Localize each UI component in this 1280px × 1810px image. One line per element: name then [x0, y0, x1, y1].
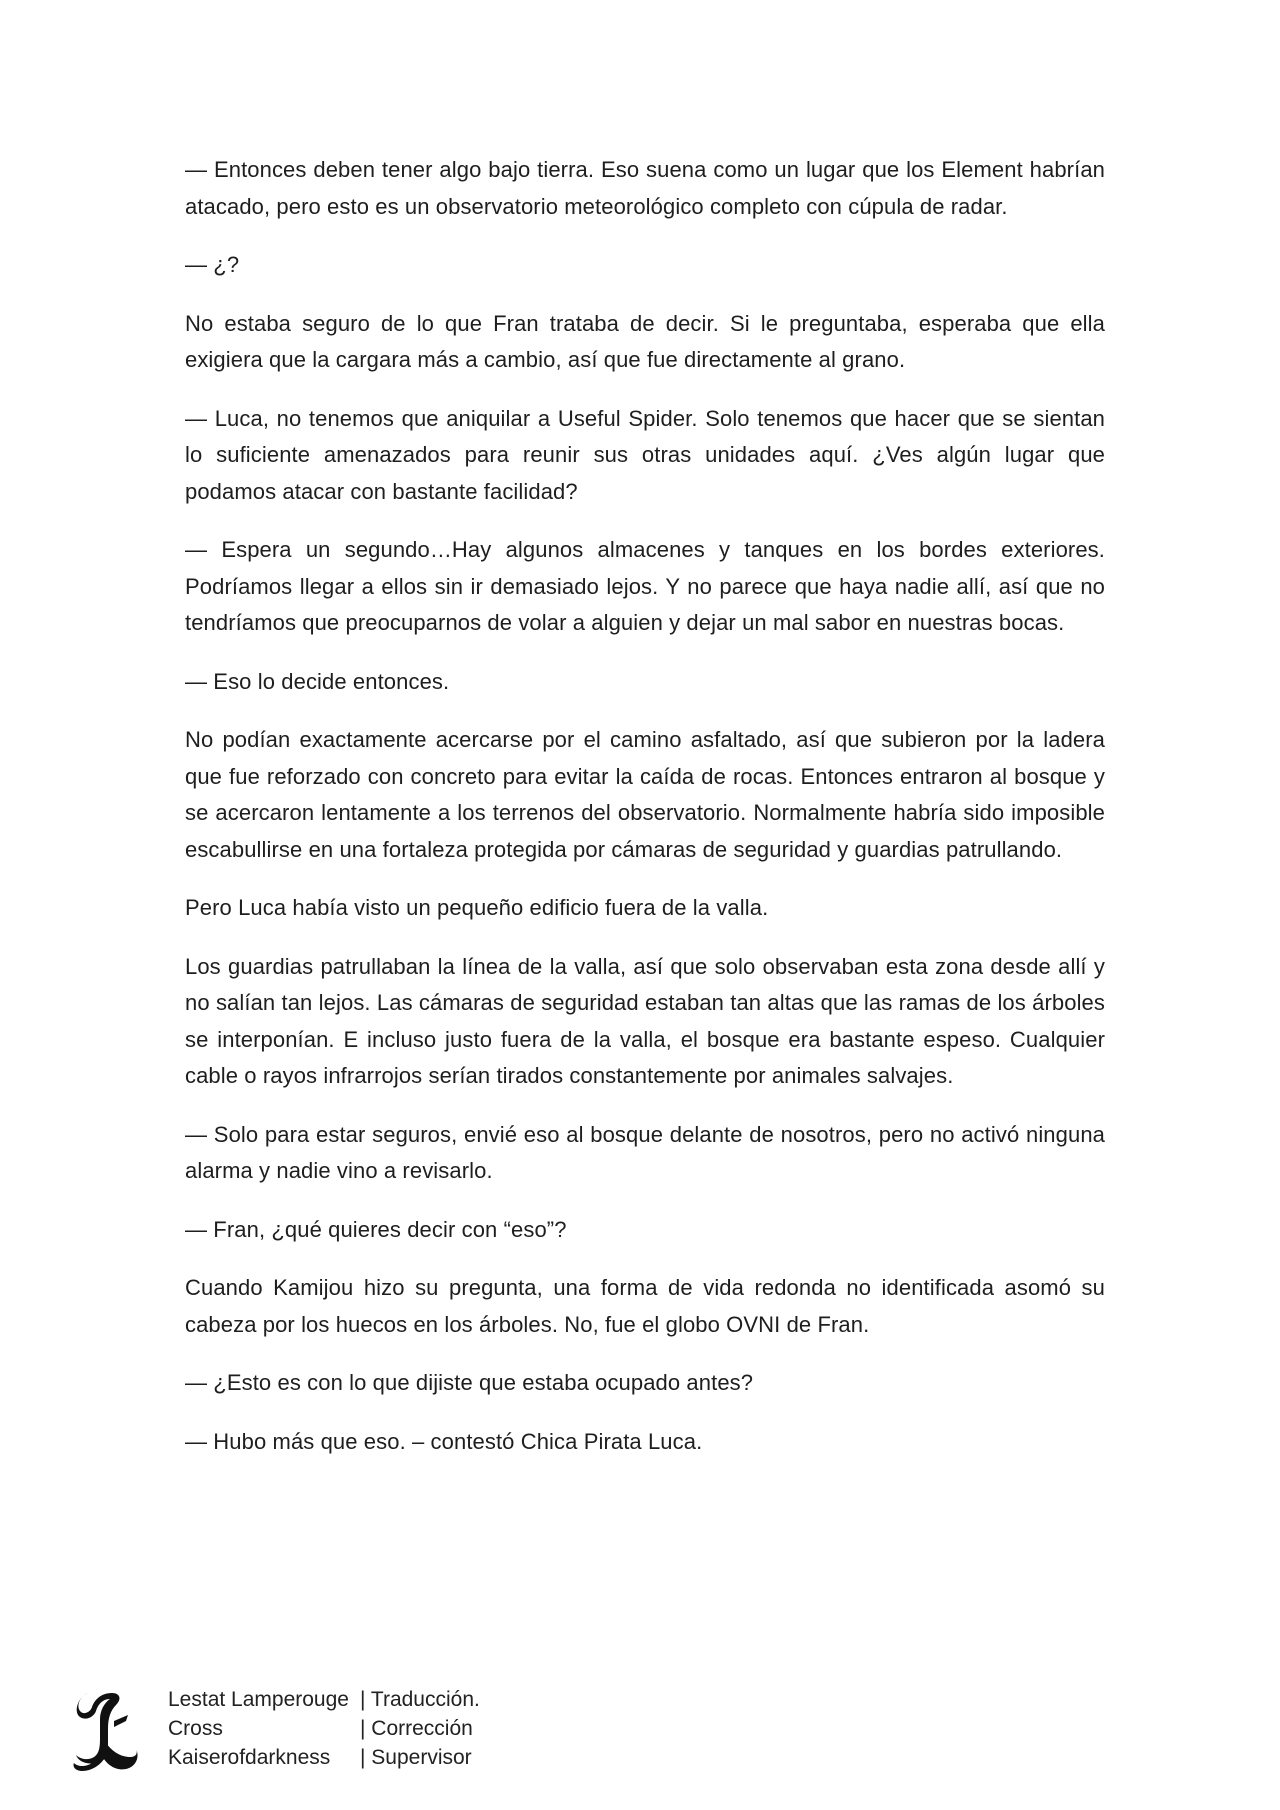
paragraph: — ¿Esto es con lo que dijiste que estaba ocupado antes? — [185, 1370, 754, 1395]
credit-name: Cross — [168, 1717, 223, 1740]
paragraph: — Solo para estar seguros, envié eso al bosque delante de nosotros, pero no activó ninguna alarma y nadie vino a revisarlo. — [185, 1121, 1105, 1183]
credit-name: Kaiserofdarkness — [168, 1746, 331, 1769]
paragraph: — Fran, ¿qué quieres decir con “eso”? — [185, 1216, 567, 1242]
credit-role: | Supervisor — [360, 1746, 472, 1769]
page-body — [185, 152, 1105, 1482]
gothic-letter-l-logo-icon — [70, 1685, 140, 1775]
credits-list — [168, 1685, 480, 1772]
credit-role: | Corrección — [360, 1717, 473, 1740]
paragraph: — Hubo más que eso. – contestó Chica Pirata Luca. — [185, 1428, 703, 1454]
credit-row — [168, 1714, 480, 1743]
paragraph: — Eso lo decide entonces. — [185, 668, 450, 694]
credit-row — [168, 1743, 480, 1772]
paragraph: — Entonces deben tener algo bajo tierra. Eso suena como un lugar que los Element habrían atacado, pero esto es un observatorio meteorológico completo con cúpula de radar. — [185, 157, 1105, 219]
credits-footer — [70, 1685, 670, 1785]
credit-role: | Traducción. — [360, 1688, 480, 1711]
paragraph: Cuando Kamijou hizo su pregunta, una forma de vida redonda no identificada asomó su cabeza por los huecos en los árboles. No, fue el globo OVNI de Fran. — [185, 1275, 1105, 1337]
paragraph: — Luca, no tenemos que aniquilar a Useful Spider. Solo tenemos que hacer que se sientan lo suficiente amenazados para reunir sus otras unidades aquí. ¿Ves algún lugar que podamos atacar con bastante facilidad? — [185, 405, 1105, 504]
paragraph: — Espera un segundo…Hay algunos almacenes y tanques en los bordes exteriores. Podríamos llegar a ellos sin ir demasiado lejos. Y no parece que haya nadie allí, así que no tendríamos que preocuparnos de volar a alguien y dejar un mal sabor en nuestras bocas. — [185, 537, 1105, 635]
credit-name: Lestat Lamperouge — [168, 1688, 349, 1711]
paragraph: — ¿? — [185, 252, 240, 277]
paragraph: Pero Luca había visto un pequeño edificio fuera de la valla. — [185, 895, 769, 920]
paragraph: No estaba seguro de lo que Fran trataba de decir. Si le preguntaba, esperaba que ella exigiera que la cargara más a cambio, así que fue directamente al grano. — [185, 310, 1105, 372]
paragraph: No podían exactamente acercarse por el camino asfaltado, así que subieron por la ladera que fue reforzado con concreto para evitar la caída de rocas. Entonces entraron al bosque y se acercaron lentamente a los terrenos del observatorio. Normalmente habría sido imposible escabullirse en una fortaleza protegida por cámaras de seguridad y guardias patrullando. — [185, 727, 1105, 862]
paragraph: Los guardias patrullaban la línea de la valla, así que solo observaban esta zona desde allí y no salían tan lejos. Las cámaras de seguridad estaban tan altas que las ramas de los árboles se interponían. E incluso justo fuera de la valla, el bosque era bastante espeso. Cualquier cable o rayos infrarrojos serían tirados constantemente por animales salvajes. — [185, 953, 1105, 1088]
credit-row — [168, 1685, 480, 1714]
